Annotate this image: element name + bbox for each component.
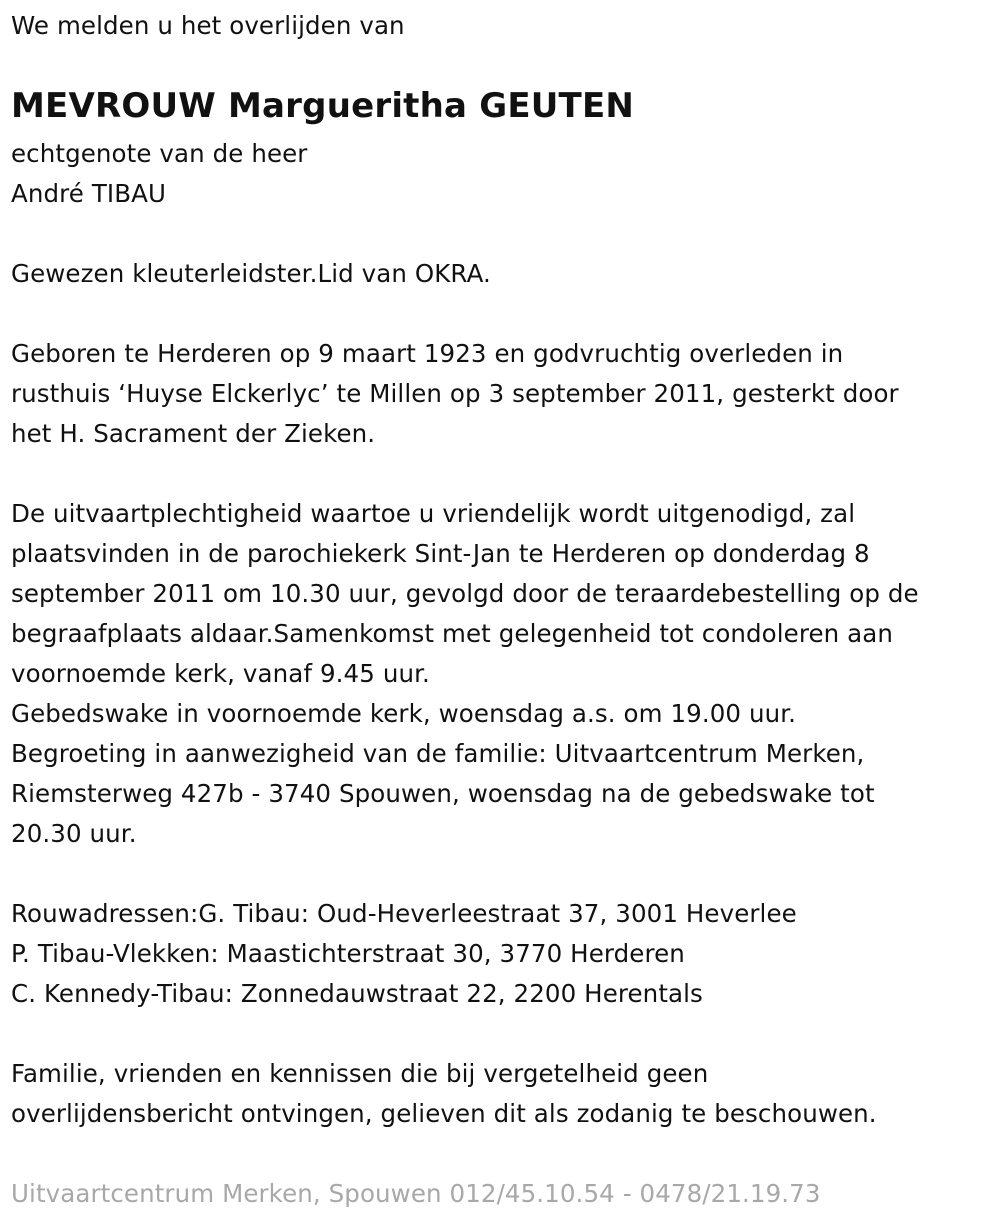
text-line: het H. Sacrament der Zieken.	[11, 419, 376, 448]
text-line: september 2011 om 10.30 uur, gevolgd door de teraardebestelling op de	[11, 579, 919, 608]
birth-death-section	[11, 334, 899, 454]
text-line: Gebedswake in voornoemde kerk, woensdag a.s. om 19.00 uur.	[11, 699, 797, 728]
text-line: De uitvaartplechtigheid waartoe u vriendelijk wordt uitgenodigd, zal	[11, 499, 856, 528]
text-line: Geboren te Herderen op 9 maart 1923 en godvruchtig overleden in	[11, 339, 844, 368]
deceased-name: MEVROUW Margueritha GEUTEN	[11, 86, 635, 126]
text-line: voornoemde kerk, vanaf 9.45 uur.	[11, 659, 430, 688]
spouse-name: André TIBAU	[11, 179, 167, 208]
funeral-home-footer: Uitvaartcentrum Merken, Spouwen 012/45.10.54 - 0478/21.19.73	[11, 1179, 821, 1208]
text-line: overlijdensbericht ontvingen, gelieven dit als zodanig te beschouwen.	[11, 1099, 877, 1128]
addresses-section	[11, 894, 797, 1014]
text-line: rusthuis ‘Huyse Elckerlyc’ te Millen op 3 september 2011, gesterkt door	[11, 379, 899, 408]
text-line: Begroeting in aanwezigheid van de familie: Uitvaartcentrum Merken,	[11, 739, 865, 768]
text-line: Riemsterweg 427b - 3740 Spouwen, woensdag na de gebedswake tot	[11, 779, 875, 808]
occupation-section	[11, 254, 491, 294]
address-line: P. Tibau-Vlekken: Maastichterstraat 30, 3770 Herderen	[11, 939, 685, 968]
occupation-text: Gewezen kleuterleidster.Lid van OKRA.	[11, 259, 491, 288]
closing-section	[11, 1054, 877, 1134]
text-line: plaatsvinden in de parochiekerk Sint-Jan te Herderen op donderdag 8	[11, 539, 870, 568]
funeral-section	[11, 494, 919, 854]
spouse-section	[11, 134, 307, 214]
address-line: Rouwadressen:G. Tibau: Oud-Heverleestraat 37, 3001 Heverlee	[11, 899, 797, 928]
text-line: begraafplaats aldaar.Samenkomst met gelegenheid tot condoleren aan	[11, 619, 894, 648]
spouse-line: echtgenote van de heer	[11, 139, 308, 168]
text-line: Familie, vrienden en kennissen die bij vergetelheid geen	[11, 1059, 709, 1088]
address-line: C. Kennedy-Tibau: Zonnedauwstraat 22, 2200 Herentals	[11, 979, 703, 1008]
text-line: 20.30 uur.	[11, 819, 137, 848]
intro-text: We melden u het overlijden van	[11, 11, 405, 40]
